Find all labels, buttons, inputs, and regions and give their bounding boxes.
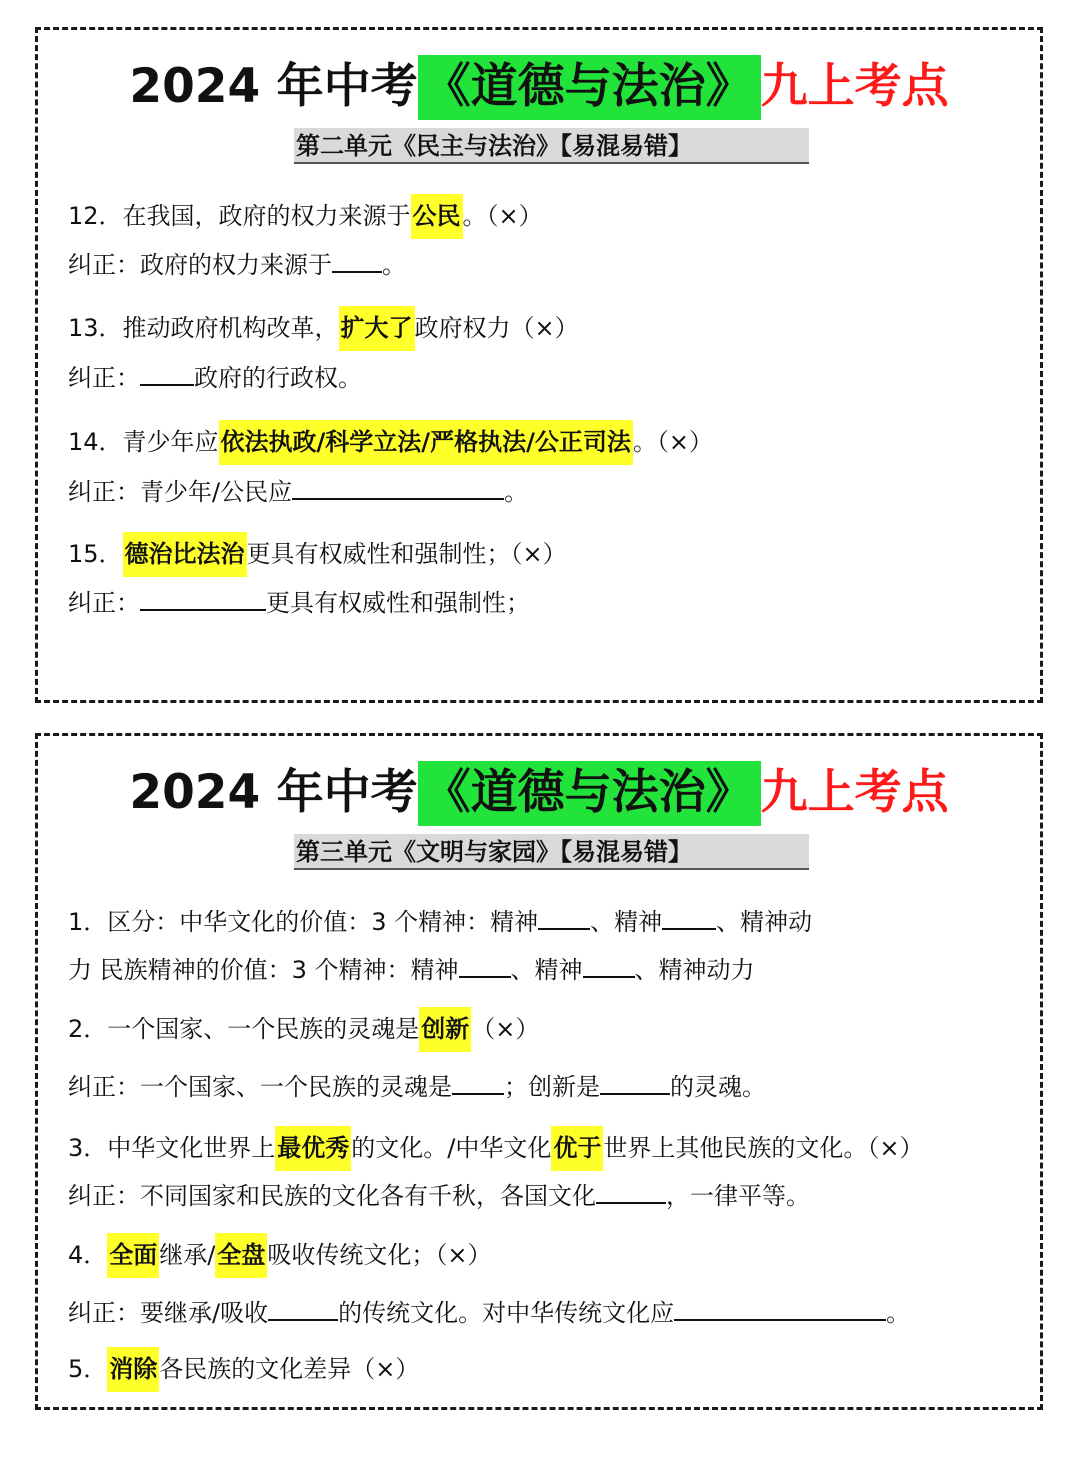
correction-2: 纠正：一个国家、一个民族的灵魂是 ；创新是 的灵魂。	[68, 1073, 766, 1101]
answer-blank[interactable]	[674, 1313, 886, 1321]
error-highlight: 全盘	[215, 1233, 267, 1278]
error-highlight: 扩大了	[339, 306, 415, 351]
question-2: 2．一个国家、一个民族的灵魂是创新（×）	[68, 1013, 539, 1045]
correction-15: 纠正： 更具有权威性和强制性；	[68, 589, 530, 617]
error-highlight: 依法执政/科学立法/严格执法/公正司法	[219, 420, 633, 465]
question-5: 5．消除各民族的文化差异（×）	[68, 1353, 419, 1385]
answer-blank[interactable]	[459, 970, 511, 978]
answer-blank[interactable]	[140, 378, 194, 386]
error-highlight: 优于	[551, 1126, 603, 1171]
correction-14: 纠正：青少年/公民应 。	[68, 478, 529, 506]
exam-card-unit2	[35, 27, 1043, 703]
question-14: 14．青少年应依法执政/科学立法/严格执法/公正司法。（×）	[68, 426, 713, 458]
unit-subtitle: 第二单元《民主与法治》【易混易错】	[294, 128, 809, 164]
correction-13: 纠正： 政府的行政权。	[68, 364, 362, 392]
question-1-line1: 1．区分：中华文化的价值：3 个精神：精神 、精神 、精神动	[68, 908, 813, 936]
correction-3: 纠正：不同国家和民族的文化各有千秋，各国文化 ，一律平等。	[68, 1182, 810, 1210]
question-12: 12．在我国，政府的权力来源于公民。（×）	[68, 200, 543, 232]
error-highlight: 创新	[419, 1007, 471, 1052]
answer-blank[interactable]	[268, 1313, 338, 1321]
answer-blank[interactable]	[538, 922, 590, 930]
question-1-line2: 力 民族精神的价值：3 个精神：精神 、精神 、精神动力	[68, 956, 755, 984]
exam-card-unit3	[35, 733, 1043, 1410]
card-title	[38, 764, 1040, 822]
question-13: 13．推动政府机构改革，扩大了政府权力（×）	[68, 312, 579, 344]
question-15: 15．德治比法治更具有权威性和强制性；（×）	[68, 538, 567, 570]
correction-12: 纠正：政府的权力来源于 。	[68, 251, 406, 279]
error-highlight: 公民	[411, 194, 463, 239]
title-grade: 九上考点	[760, 765, 949, 820]
error-highlight: 消除	[107, 1347, 159, 1392]
error-highlight: 全面	[107, 1233, 159, 1278]
title-subject: 《道德与法治》	[418, 761, 761, 826]
title-year: 2024 年中考	[129, 765, 418, 820]
title-subject: 《道德与法治》	[418, 55, 761, 120]
title-grade: 九上考点	[760, 59, 949, 114]
correction-4: 纠正：要继承/吸收 的传统文化。对中华传统文化应 。	[68, 1299, 911, 1327]
answer-blank[interactable]	[662, 922, 716, 930]
answer-blank[interactable]	[332, 265, 382, 273]
card-title	[38, 58, 1040, 116]
error-highlight: 最优秀	[275, 1126, 351, 1171]
question-3: 3．中华文化世界上最优秀的文化。/中华文化优于世界上其他民族的文化。（×）	[68, 1132, 923, 1164]
answer-blank[interactable]	[452, 1087, 504, 1095]
answer-blank[interactable]	[600, 1087, 670, 1095]
title-year: 2024 年中考	[129, 59, 418, 114]
answer-blank[interactable]	[140, 603, 266, 611]
question-4: 4．全面继承/全盘吸收传统文化；（×）	[68, 1239, 491, 1271]
answer-blank[interactable]	[292, 492, 504, 500]
error-highlight: 德治比法治	[123, 532, 247, 577]
unit-subtitle: 第三单元《文明与家园》【易混易错】	[294, 834, 809, 870]
answer-blank[interactable]	[583, 970, 635, 978]
answer-blank[interactable]	[596, 1196, 666, 1204]
